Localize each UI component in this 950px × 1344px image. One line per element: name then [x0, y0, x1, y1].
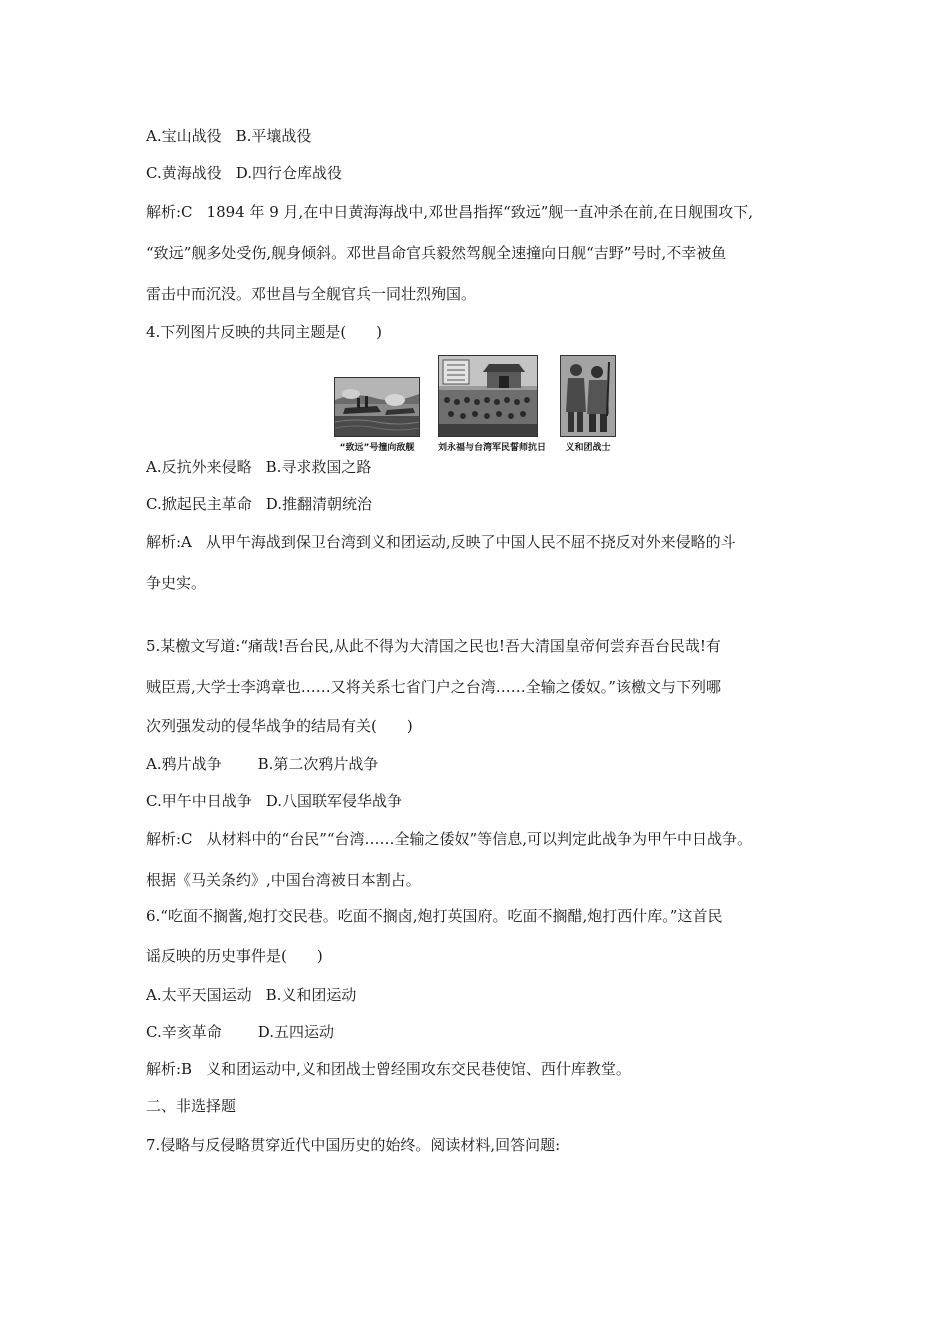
- q3-option-a: A.宝山战役: [146, 127, 222, 145]
- q7-stem: 7.侵略与反侵略贯穿近代中国历史的始终。阅读材料,回答问题:: [146, 1136, 561, 1154]
- q3-analysis-line3: 雷击中而沉没。邓世昌与全舰官兵一同壮烈殉国。: [146, 285, 477, 303]
- q3-options-cd: [146, 163, 342, 183]
- q6-option-c: C.辛亥革命: [146, 1023, 222, 1041]
- q6-stem-line1: 6.“吃面不搁酱,炮打交民巷。吃面不搁卤,炮打英国府。吃面不搁醋,炮打西什库。”这首民: [146, 907, 723, 925]
- q4-analysis-line2: 争史实。: [146, 574, 207, 592]
- q3-option-c: C.黄海战役: [146, 164, 222, 182]
- caption-liu-yongfu: 刘永福与台湾军民誓师抗日: [438, 443, 547, 453]
- q5-option-a: A.鸦片战争: [146, 755, 222, 773]
- q5-stem-line3: 次列强发动的侵华战争的结局有关( ): [146, 717, 413, 735]
- q4-option-b: B.寻求救国之路: [265, 458, 372, 476]
- q5-options-ab: [146, 754, 378, 774]
- q4-option-c: C.掀起民主革命: [146, 495, 252, 513]
- section-title: 二、非选择题: [146, 1097, 237, 1115]
- q4-analysis-line1: 解析:A 从甲午海战到保卫台湾到义和团运动,反映了中国人民不屈不挠反对外来侵略的斗: [146, 533, 736, 551]
- q5-options-cd: [146, 791, 402, 811]
- liu-yongfu-oath-photo: [438, 355, 538, 437]
- caption-zhiyuan: “致远”号撞向敌舰: [339, 443, 415, 453]
- q4-options-ab: [146, 457, 371, 477]
- q3-option-b: B.平壤战役: [235, 127, 312, 145]
- q3-analysis-label: 解析:C: [146, 203, 193, 221]
- q6-option-a: A.太平天国运动: [146, 986, 252, 1004]
- q6-option-d: D.五四运动: [257, 1023, 334, 1041]
- q5-analysis-line2: 根据《马关条约》,中国台湾被日本割占。: [146, 871, 421, 889]
- q6-option-b: B.义和团运动: [265, 986, 357, 1004]
- q5-option-c: C.甲午中日战争: [146, 792, 252, 810]
- figure-zhiyuan: [334, 353, 420, 453]
- q4-stem: 4.下列图片反映的共同主题是( ): [146, 323, 383, 341]
- q6-analysis-label: 解析:B: [146, 1060, 193, 1078]
- q5-analysis-line1: 解析:C 从材料中的“台民”“台湾……全输之倭奴”等信息,可以判定此战争为甲午中日战争。: [146, 830, 752, 848]
- q5-option-d: D.八国联军侵华战争: [265, 792, 402, 810]
- q4-figures: [330, 353, 630, 457]
- q4-analysis-label: 解析:A: [146, 533, 192, 551]
- figure-liu-yongfu: [438, 353, 547, 453]
- zhiyuan-ramming-photo: [334, 377, 420, 437]
- q4-options-cd: [146, 494, 372, 514]
- caption-boxer: 义和团战士: [565, 443, 611, 453]
- q6-analysis-line1: 解析:B 义和团运动中,义和团战士曾经围攻东交民巷使馆、西什库教堂。: [146, 1060, 631, 1078]
- q4-option-a: A.反抗外来侵略: [146, 458, 252, 476]
- q3-analysis-line1: 解析:C 1894 年 9 月,在中日黄海海战中,邓世昌指挥“致远”舰一直冲杀在前,在日舰围攻下,: [146, 203, 753, 221]
- figure-boxer: [560, 353, 616, 453]
- q5-stem-line1: 5.某檄文写道:“痛哉!吾台民,从此不得为大清国之民也!吾大清国皇帝何尝弃吾台民哉!有: [146, 637, 721, 655]
- q4-option-d: D.推翻清朝统治: [265, 495, 372, 513]
- q5-analysis-label: 解析:C: [146, 830, 193, 848]
- q3-option-d: D.四行仓库战役: [235, 164, 342, 182]
- q6-stem-line2: 谣反映的历史事件是( ): [146, 947, 323, 965]
- q3-options-ab: [146, 126, 311, 146]
- q6-options-ab: [146, 985, 356, 1005]
- q5-stem-line2: 贼臣焉,大学士李鸿章也……又将关系七省门户之台湾……全输之倭奴。”该檄文与下列哪: [146, 678, 721, 696]
- q6-options-cd: [146, 1022, 334, 1042]
- boxer-soldier-photo: [560, 355, 616, 437]
- q3-analysis-line2: “致远”舰多处受伤,舰身倾斜。邓世昌命官兵毅然驾舰全速撞向日舰“吉野”号时,不幸被鱼: [146, 244, 727, 262]
- q5-option-b: B.第二次鸦片战争: [257, 755, 379, 773]
